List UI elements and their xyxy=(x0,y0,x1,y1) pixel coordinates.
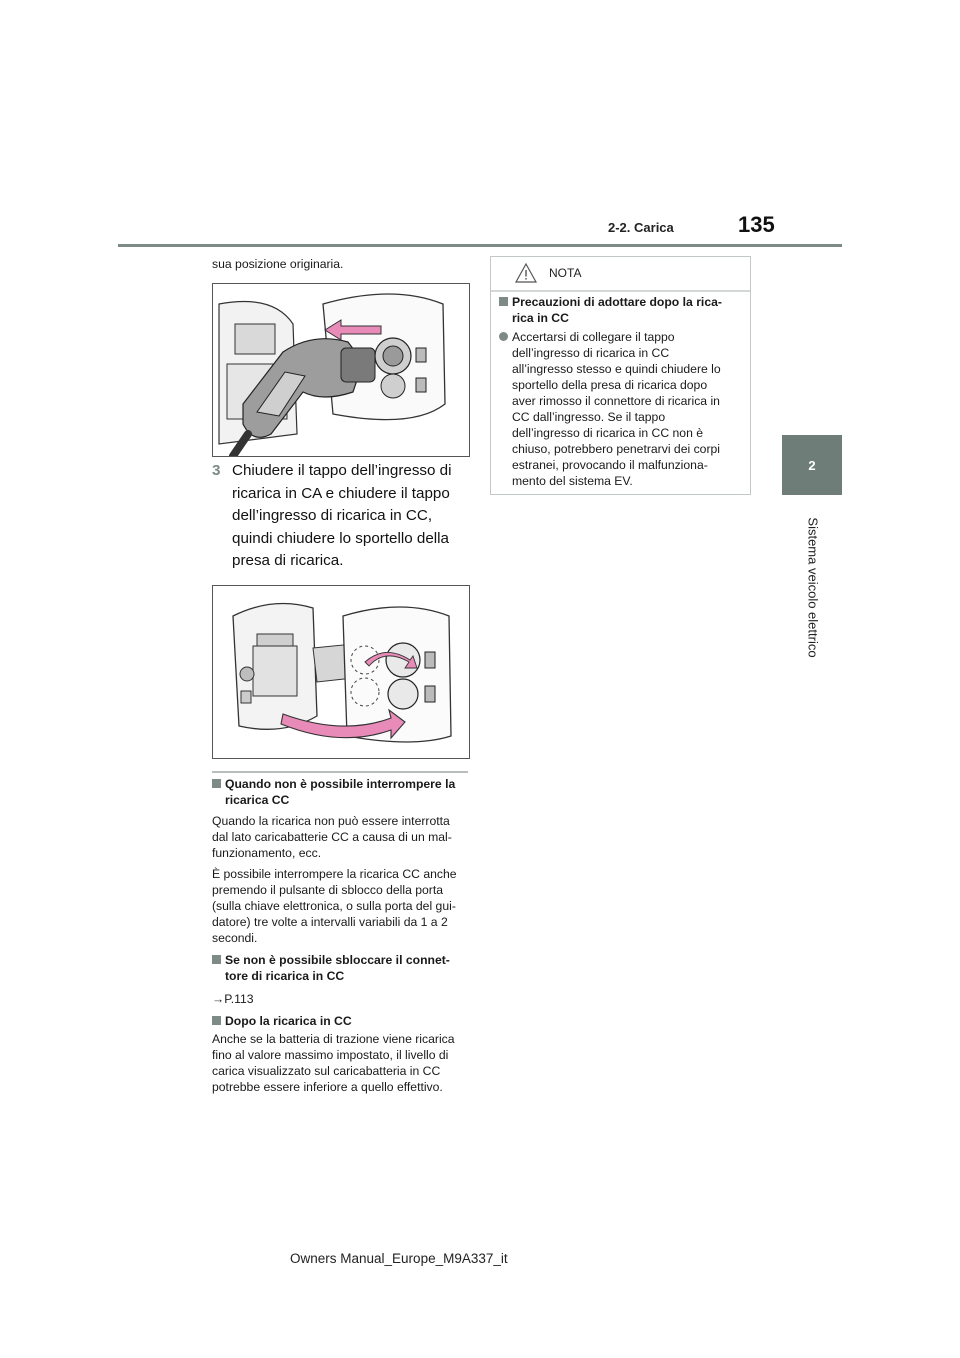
step-line: quindi chiudere lo sportello della xyxy=(232,529,449,547)
round-bullet-icon xyxy=(499,332,508,341)
section-dopo-ricarica xyxy=(212,1014,468,1095)
step-line: Chiudere il tappo dell’ingresso di xyxy=(232,462,452,479)
close-caps-illustration xyxy=(213,586,469,758)
text-line: aver rimosso il connettore di ricarica in xyxy=(512,394,720,408)
text-line: Quando la ricarica non può essere interrotta xyxy=(212,814,450,828)
chapter-tab[interactable]: 2 xyxy=(782,435,842,495)
paragraph xyxy=(212,813,468,861)
section-title: 2-2. Carica xyxy=(608,220,674,235)
text-line: È possibile interrompere la ricarica CC anche xyxy=(212,867,457,881)
step-3 xyxy=(212,460,462,573)
text-line: dell’ingresso di ricarica in CC xyxy=(512,346,670,360)
text-line: CC dall’ingresso. Se il tappo xyxy=(512,410,666,424)
notice-bullet xyxy=(499,329,745,489)
heading-line: Quando non è possibile interrompere la xyxy=(225,777,456,791)
figure-connector-removal xyxy=(212,283,470,457)
paragraph xyxy=(212,866,468,946)
notice-box xyxy=(490,256,751,495)
connector-removal-illustration xyxy=(213,284,469,456)
page-number: 135 xyxy=(738,212,775,237)
text-line: mento del sistema EV. xyxy=(512,474,633,488)
square-bullet-icon xyxy=(212,1016,221,1025)
step-line: dell’ingresso di ricarica in CC, xyxy=(232,507,433,525)
notice-title: NOTA xyxy=(549,266,582,280)
heading-line: rica in CC xyxy=(512,310,569,325)
intro-text: sua posizione originaria. xyxy=(212,257,344,271)
text-line: Accertarsi di collegare il tappo xyxy=(512,330,675,344)
section-sbloccare-connettore xyxy=(212,953,468,1007)
step-line: presa di ricarica. xyxy=(232,552,344,570)
text-line: secondi. xyxy=(212,931,258,945)
text-line: funzionamento, ecc. xyxy=(212,846,322,860)
section-heading xyxy=(212,777,468,808)
text-line: potrebbe essere inferiore a quello effettivo. xyxy=(212,1079,443,1094)
notice-content xyxy=(499,295,745,489)
text-line: datore) tre volte a intervalli variabili da 1 a 2 xyxy=(212,915,448,929)
text-line: Anche se la batteria di trazione viene ricarica xyxy=(212,1031,455,1046)
text-line: carica visualizzato sul caricabatteria in CC xyxy=(212,1063,441,1078)
warning-triangle-icon xyxy=(515,263,537,283)
square-bullet-icon xyxy=(212,955,221,964)
step-text xyxy=(232,460,462,573)
bullet-text xyxy=(512,329,745,489)
heading-line: Se non è possibile sbloccare il connet- xyxy=(225,953,450,967)
heading-line: Dopo la ricarica in CC xyxy=(225,1014,352,1028)
text-line: chiuso, potrebbero penetrarvi dei corpi xyxy=(512,442,720,456)
heading-line: Precauzioni di adottare dopo la rica- xyxy=(512,295,722,309)
figure-close-caps xyxy=(212,585,470,759)
section-heading xyxy=(212,1014,468,1030)
header-rule xyxy=(118,244,842,247)
text-line: all’ingresso stesso e quindi chiudere lo xyxy=(512,362,721,376)
square-bullet-icon xyxy=(499,297,508,306)
notice-heading xyxy=(499,295,745,326)
text-line: dal lato caricabatterie CC a causa di un mal- xyxy=(212,830,452,844)
text-line: sportello della presa di ricarica dopo xyxy=(512,378,708,392)
section-rule xyxy=(212,771,468,773)
step-number: 3 xyxy=(212,462,221,479)
text-line: fino al valore massimo impostato, il livello di xyxy=(212,1047,449,1062)
step-line: ricarica in CA e chiudere il tappo xyxy=(232,484,450,502)
notice-header xyxy=(491,257,750,292)
text-line: premendo il pulsante di sblocco della porta xyxy=(212,883,444,897)
text-line: (sulla chiave elettronica, o sulla porta del gui- xyxy=(212,899,456,913)
square-bullet-icon xyxy=(212,779,221,788)
section-heading xyxy=(212,953,468,984)
paragraph xyxy=(212,1031,468,1095)
section-quando-non-interrompere xyxy=(212,777,468,946)
footer-text: Owners Manual_Europe_M9A337_it xyxy=(290,1251,508,1266)
page-reference-link[interactable]: →P.113 xyxy=(212,992,254,1006)
chapter-label: Sistema veicolo elettrico xyxy=(805,517,821,658)
text-line: estranei, provocando il malfunziona- xyxy=(512,458,708,472)
heading-line: ricarica CC xyxy=(225,792,290,807)
heading-line: tore di ricarica in CC xyxy=(225,968,345,983)
text-line: dell’ingresso di ricarica in CC non è xyxy=(512,426,704,440)
